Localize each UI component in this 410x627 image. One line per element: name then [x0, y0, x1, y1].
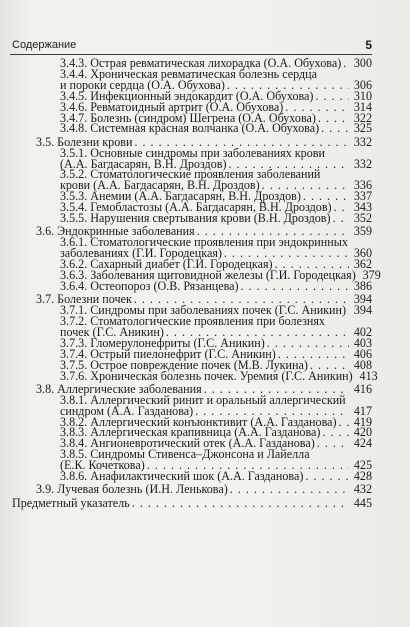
- toc-page-number: 416: [353, 381, 372, 396]
- toc-page-number: 425: [353, 458, 372, 473]
- toc-page-number: 402: [353, 324, 372, 339]
- toc-entry: [12, 169, 372, 191]
- toc-entry-title: 3.7. Болезни почек: [36, 292, 132, 307]
- toc-page-number: 332: [353, 156, 372, 171]
- toc-page-number: 310: [353, 88, 372, 103]
- toc-entry-line: [60, 213, 372, 224]
- toc-page-number: 300: [353, 56, 372, 70]
- toc-page-number: 408: [353, 357, 372, 372]
- dot-leader: [322, 427, 349, 438]
- toc-entry-title: (Е.К. Кочеткова): [60, 458, 145, 473]
- toc-page-number: 386: [353, 278, 372, 293]
- toc-entry-title: и пороки сердца (О.А. Обухова): [60, 77, 225, 92]
- toc-entry-title: 3.6.1. Стоматологические проявления при эндокринных: [60, 235, 348, 250]
- toc-page-number: 325: [353, 121, 372, 136]
- dot-leader: [305, 471, 349, 482]
- toc-page-number: 394: [353, 292, 372, 307]
- toc-entry-title: 3.7.6. Хроническая болезнь почек. Уремия (Г.С. Аникин): [60, 368, 353, 383]
- toc-entry-title: 3.4.5. Инфекционный эндокардит (О.А. Обухова): [60, 88, 314, 103]
- toc-entry-title: 3.7.4. Острый пиелонефрит (Г.С. Аникин): [60, 346, 276, 361]
- toc-entry: [12, 471, 372, 482]
- toc-entry-title: 3.4.3. Острая ревматическая лихорадка (О.А. Обухова): [60, 56, 342, 70]
- toc-entry: [12, 484, 372, 495]
- dot-leader: [132, 498, 349, 509]
- header-page-number: 5: [365, 38, 372, 52]
- toc-entry-line: [36, 484, 372, 495]
- toc-entry-line: [60, 123, 372, 134]
- toc-page-number: 336: [353, 178, 372, 193]
- toc-entry-title: 3.6.4. Остеопороз (О.В. Рязанцева): [60, 278, 239, 293]
- toc-entry-title: 3.7.1. Синдромы при заболеваниях почек (Г.С. Аникин): [60, 303, 347, 318]
- header-divider: [10, 54, 372, 55]
- toc-entry: [12, 66, 372, 92]
- dot-leader: [318, 113, 349, 124]
- toc-page-number: 420: [353, 425, 372, 440]
- toc-entry: [12, 392, 372, 418]
- toc-entry-title: 3.6.3. Заболевания щитовидной железы (Г.И. Городецкая): [60, 268, 356, 282]
- toc-entry: [12, 213, 372, 224]
- toc-entry-title: 3.8.4. Ангионевротический отек (А.А. Газданова): [60, 436, 315, 451]
- toc-page-number: 445: [353, 495, 372, 510]
- running-header: [12, 37, 372, 55]
- toc-entry-title: 3.5. Болезни крови: [36, 134, 133, 149]
- dot-leader: [321, 123, 349, 134]
- toc-entry-title: 3.8.1. Аллергический ринит и оральный аллергический: [60, 392, 346, 407]
- toc-entry: [12, 449, 372, 471]
- dot-leader: [230, 484, 349, 495]
- toc-entry: [12, 368, 378, 383]
- dot-leader: [348, 305, 349, 316]
- toc-page-number: 428: [353, 469, 372, 484]
- toc-page-number: 332: [353, 134, 372, 149]
- toc-page-number: 337: [353, 189, 372, 204]
- toc-entry-title: крови (А.А. Багдасарян, В.Н. Дроздов): [60, 178, 260, 193]
- toc-entry: [12, 145, 372, 171]
- header-section-title: Содержание: [12, 39, 77, 51]
- toc-entry-title: 3.4.7. Болезнь (синдром) Шегрена (О.А. Обухова): [60, 110, 316, 125]
- toc-entry-title: почек (Г.С. Аникин): [60, 324, 164, 339]
- dot-leader: [317, 438, 349, 449]
- toc-page-number: 417: [353, 403, 372, 418]
- toc-entry-title: 3.9. Лучевая болезнь (И.Н. Ленькова): [36, 482, 228, 497]
- toc-entry-title: заболеваниях (Г.И. Городецкая): [60, 246, 222, 261]
- toc-page-number: 413: [359, 368, 378, 383]
- toc-entry: [12, 278, 372, 293]
- toc-entry-line: [60, 278, 372, 293]
- toc-entry-title: 3.8.6. Анафилактический шок (А.А. Газданова): [60, 469, 304, 484]
- toc-entry-title: 3.8.5. Синдромы Стивенса–Джонсона и Лайелла: [60, 447, 310, 462]
- dot-leader: [334, 202, 349, 213]
- toc-page-number: 359: [353, 224, 372, 239]
- toc-entry-line: [12, 495, 372, 510]
- toc-page-number: 379: [362, 268, 381, 282]
- toc-entry-title: 3.6. Эндокринные заболевания: [36, 224, 195, 239]
- toc-entry-title: 3.6.2. Сахарный диабет (Г.И. Городецкая): [60, 257, 273, 272]
- toc-entry: [12, 237, 372, 259]
- toc-entry: [12, 495, 372, 510]
- toc-entry-title: 3.5.5. Нарушения свертывания крови (В.Н. Дроздов): [60, 211, 331, 226]
- toc-entry: [12, 123, 372, 134]
- toc-page-number: 424: [353, 436, 372, 451]
- toc-entry-title: синдром (А.А. Газданова): [60, 403, 194, 418]
- toc-entry-title: 3.4.8. Системная красная волчанка (О.А. Обухова): [60, 121, 320, 136]
- toc-page-number: 394: [353, 303, 372, 318]
- toc-entry-title: 3.7.2. Стоматологические проявления при болезнях: [60, 314, 325, 329]
- toc-entry-line: [60, 368, 378, 383]
- table-of-contents: [12, 56, 381, 510]
- toc-entry-title: 3.4.6. Ревматоидный артрит (О.А. Обухова): [60, 99, 284, 114]
- toc-page-number: 352: [353, 211, 372, 226]
- dot-leader: [241, 281, 349, 292]
- toc-entry-title: 3.8.2. Аллергический конъюнктивит (А.А. Газданова): [60, 414, 337, 429]
- toc-page-number: 432: [353, 482, 372, 497]
- dot-leader: [339, 417, 349, 428]
- dot-leader: [343, 58, 349, 69]
- toc-entry-title: 3.7.3. Гломерулонефриты (Г.С. Аникин): [60, 335, 265, 350]
- toc-page-number: 403: [353, 335, 372, 350]
- toc-page-number: 343: [353, 200, 372, 215]
- toc-entry-title: 3.4.4. Хроническая ревматическая болезнь сердца: [60, 66, 317, 81]
- toc-entry-line: [60, 471, 372, 482]
- toc-entry-title: Предметный указатель: [12, 495, 130, 510]
- toc-entry-title: 3.5.3. Анемии (А.А. Багдасарян, В.Н. Дроздов): [60, 189, 301, 204]
- dot-leader: [333, 213, 349, 224]
- toc-page-number: 322: [353, 110, 372, 125]
- toc-entry-title: 3.5.4. Гемобластозы (А.А. Багдасарян, В.Н. Дроздов): [60, 200, 332, 215]
- toc-entry-title: 3.5.1. Основные синдромы при заболеваниях крови: [60, 145, 325, 160]
- toc-entry-title: 3.8.3. Аллергическая крапивница (А.А. Газданова): [60, 425, 321, 440]
- toc-page-number: 306: [353, 77, 372, 92]
- toc-entry-title: (А.А. Багдасарян, В.Н. Дроздов): [60, 156, 227, 171]
- toc-page-number: 314: [353, 99, 372, 114]
- toc-entry-title: 3.8. Аллергические заболевания: [36, 381, 202, 396]
- dot-leader: [267, 338, 349, 349]
- toc-page-number: 406: [353, 346, 372, 361]
- toc-page-number: 360: [353, 246, 372, 261]
- toc-entry: [12, 316, 372, 338]
- toc-entry-title: 3.5.2. Стоматологические проявления заболеваний: [60, 167, 321, 182]
- toc-page-number: 419: [353, 414, 372, 429]
- toc-page-number: 362: [353, 257, 372, 272]
- toc-entry-title: 3.7.5. Острое повреждение почек (М.В. Лукина): [60, 357, 308, 372]
- dot-leader: [315, 91, 349, 102]
